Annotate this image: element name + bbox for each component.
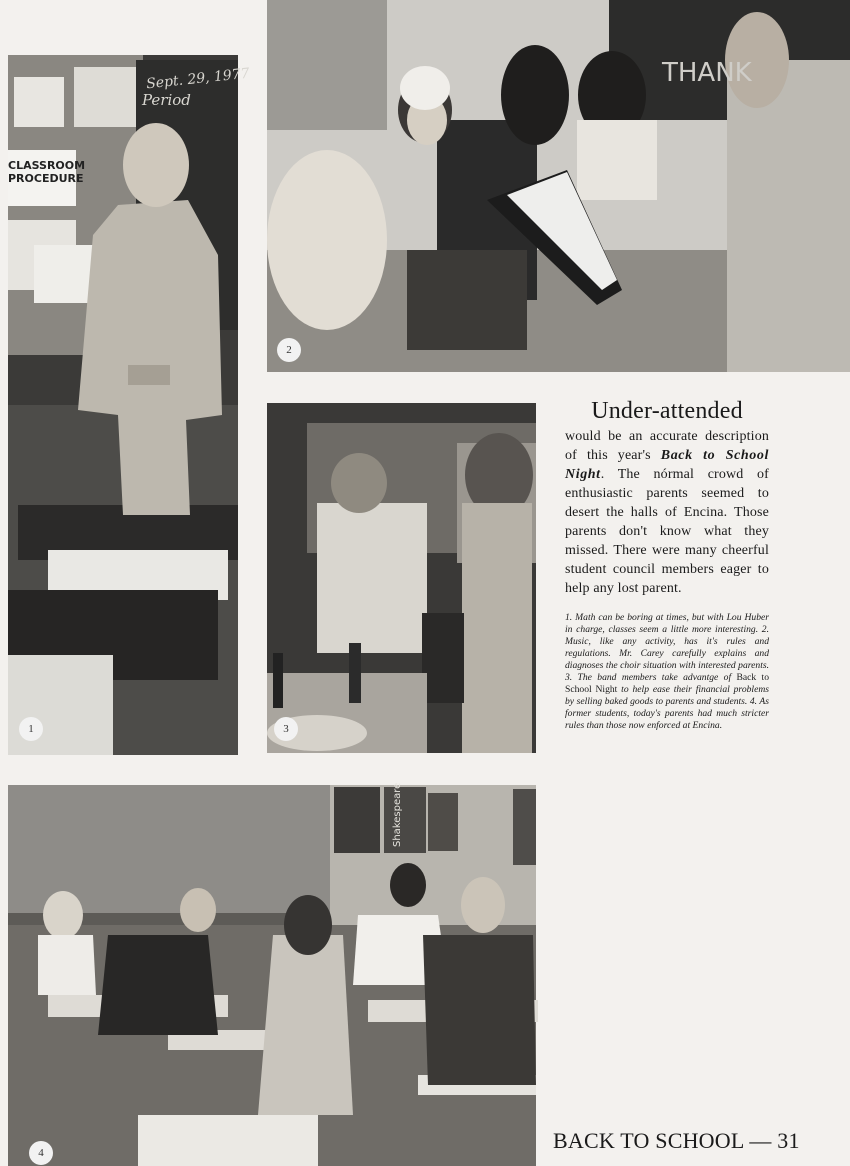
chalkboard-word: THANK (662, 58, 752, 88)
bulletin-heading-line-1: CLASSROOM (8, 159, 86, 172)
caption-event-name: Back to School Night (565, 672, 769, 695)
event-name: Back to School Night (565, 448, 769, 482)
poster-text: Shakespeare (392, 782, 403, 847)
headline: Under-attended (591, 398, 743, 424)
photo-number-badge: 3 (274, 717, 298, 741)
bulletin-heading (8, 159, 86, 185)
photo-captions (565, 612, 769, 732)
photo-number-badge: 4 (29, 1141, 53, 1165)
lead-text-part-1: would be an accurate description of this year's (565, 429, 769, 463)
lead-text-part-2: . The nórmal crowd of enthusiastic parents seemed to desert the halls of Encina. Those parents don't know what they missed. There were many cheerful student council members eager to help any lost parent. (565, 467, 769, 596)
photo-1-math-teacher (8, 55, 251, 755)
caption-part-1: 1. Math can be boring at times, but with Lou Huber in charge, classes seem a little more interesting. 2. Music, like any activity, has it's rules and regulations. Mr. Carey carefully explains and diagnoses the choir situation with interested parents. 3. The band members take advantge of (565, 612, 769, 683)
page-folio (553, 1128, 800, 1154)
lead-paragraph (565, 427, 769, 598)
photo-number-badge: 2 (277, 338, 301, 362)
caption-part-2: to help ease their financial problems by selling baked goods to parents and students. 4. As former students, today's parents had much stricter rules than those now enforced at Encina. (565, 684, 769, 731)
chalkboard-date: Sept. 29, 1977 (145, 65, 251, 93)
folio-dash: — (743, 1128, 778, 1153)
page-number: 31 (777, 1128, 800, 1153)
photo-4-parents-in-classroom (8, 782, 536, 1166)
article (565, 398, 769, 732)
photo-2-music-teacher (267, 0, 850, 372)
chalkboard-word: Period (142, 91, 191, 109)
photo-3-band-bake-sale (267, 403, 536, 753)
section-title: BACK TO SCHOOL (553, 1128, 744, 1153)
bulletin-heading-line-2: PROCEDURE (8, 172, 84, 185)
photo-number-badge: 1 (19, 717, 43, 741)
